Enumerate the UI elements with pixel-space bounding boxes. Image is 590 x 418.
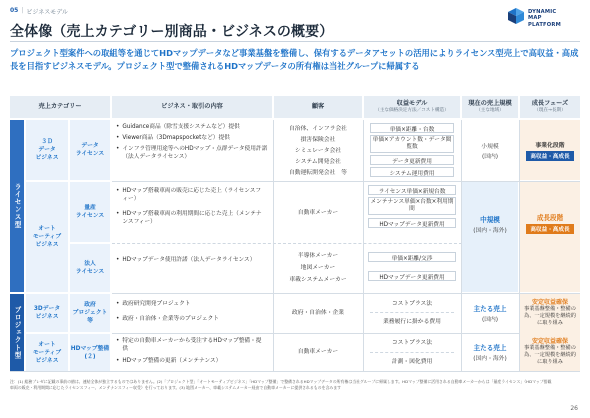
revenue-model-item: データ更新費用 [370, 155, 454, 165]
section-number: 05 [10, 7, 19, 14]
customer-item: シミュレータ会社 [294, 148, 342, 154]
business-item: • インフラ管理用途等へのHDマップ・点群データ使用許諾（法人データライセンス） [116, 146, 268, 160]
cat-data-license: データ ライセンス [70, 120, 110, 180]
business-item: • HDマップ搭載車両の利用期間に応じた売上（メンテナンスフィー） [116, 211, 262, 225]
revenue-model-item: ライセンス単価×新規台数 [368, 185, 456, 195]
business-item: • HDマップ整備の更新（メンテナンス） [116, 358, 222, 364]
page-title: 全体像（売上カテゴリー別商品・ビジネスの概要） [10, 24, 334, 40]
revenue-model-item: HDマップデータ更新費用 [368, 218, 456, 228]
lead-text: プロジェクト型案件への取組等を通じてHDマップデータなど事業基盤を整備し、保有するデータアセットの活用によりライセンス型売上で高収益・高成長を目指すビジネスモデル。プロジェクト型で整備されるHDマップデータの所有権は当社グループに帰属する [10, 48, 579, 71]
customer-item: 半導体メーカー [297, 253, 339, 259]
phase-note: 事業基盤整備・整備の為、一定規模を継続的に取り組み [524, 345, 576, 365]
header-revenue-model: 収益モデル （主な価格決定方法／コスト構造） [364, 96, 460, 118]
customer-item: 車載システムメーカー [289, 277, 347, 283]
business-item: • Viewer商品（3Dmapspocketなど）提供 [116, 135, 230, 141]
customer-item: 自治体、インフラ会社 [289, 126, 347, 132]
header-phase: 成長フェーズ （現在→長期） [520, 96, 580, 118]
business-item: • Guidance商品（除雪支援システムなど）提供 [116, 124, 240, 130]
header-scale: 現在の売上規模 （主な地域） [462, 96, 518, 118]
cat-hd-map-maintenance: HDマップ整備 (２) [70, 334, 110, 371]
business-item: • HDマップデータ使用許諾（法人データライセンス） [116, 257, 256, 263]
phase-note: 事業基盤整備・整備の為、一定規模を継続的に取り組み [524, 306, 576, 326]
revenue-model-item: 業務履行に掛かる費用 [383, 319, 441, 325]
logo-mark-icon [506, 8, 526, 28]
phase-value: 事業化段階 [535, 143, 565, 149]
license-group-label: ライセンス型 [10, 120, 24, 292]
cat-mass-production-license: 量産 ライセンス [70, 182, 110, 242]
title-rule [10, 41, 580, 42]
cat-automotive-business: オート モーティブ ビジネス [26, 182, 68, 292]
revenue-model-item: コストプラス法 [391, 340, 433, 346]
business-item: • 政府・自治体・企業等のプロジェクト [116, 316, 219, 322]
customer-item: 政府・自治体・企業 [291, 310, 345, 316]
cat-corporate-license: 法人 ライセンス [70, 244, 110, 292]
phase-value: 成長段階 [536, 214, 564, 222]
logo-text: DYNAMIC MAP PLATFORM [528, 9, 561, 28]
phase-cell [520, 182, 580, 292]
divider [370, 312, 454, 313]
divider [370, 352, 454, 353]
cat-project-3d-business: 3Dデータ ビジネス [26, 294, 68, 332]
table-bottom-rule [10, 371, 580, 372]
cat-project-automotive: オート モーティブ ビジネス [26, 334, 68, 371]
revenue-model-item: 単価×距離・台数 [370, 123, 454, 133]
footnote: 注：(1) 総務プレゼに記載の事前の値は、連結全体が独立するものではありません。(2)「プロジェクト型」「オートモーティブビジネス」「HDマップ整備」で整備されるHDマップデータの所有権は当社グループに帰属します。HDマップ整備に活用される自動車メーカーからは「量産ライセンス」（HDマップ搭載車両の販売・利用期間に応じたライセンスフィー、メンテナンスフィー収受）を行っております。(3) 地図メーカー、車載システムメーカー経由で自動車メーカーに提供されるものを含みます [10, 379, 552, 390]
customer-item: 自動運転開発会社 等 [289, 170, 347, 176]
scale-value: 小規模 [481, 144, 499, 150]
breadcrumb-separator: | [21, 7, 24, 14]
phase-value: 安定収益確保 [531, 299, 568, 306]
row-divider [112, 243, 462, 244]
header-customers: 顧客 [274, 96, 362, 118]
scale-value: 主たる売上 [473, 305, 507, 313]
customer-item: 損害保険会社 [300, 137, 336, 143]
revenue-model-item: HDマップデータ更新費用 [368, 271, 456, 281]
customer-item: 自動車メーカー [297, 349, 339, 355]
cat-government-projects: 政府 プロジェクト等 [70, 294, 110, 332]
page-number: 26 [570, 405, 578, 412]
phase-value: 安定収益確保 [531, 338, 568, 345]
scale-region: (国内) [481, 317, 499, 323]
phase-cell [520, 120, 580, 180]
scale-region: (国内・海外) [473, 228, 507, 234]
breadcrumb [10, 7, 68, 16]
scale-value: 中規模 [480, 216, 500, 224]
section-name: ビジネスモデル [26, 9, 68, 16]
company-logo [506, 6, 582, 32]
header-category: 売上カテゴリー [10, 96, 110, 118]
phase-badge: 高収益・高成長 [526, 224, 574, 234]
scale-value: 主たる売上 [473, 344, 507, 352]
revenue-model-item: メンテナンス単価×台数×利用期間 [368, 197, 456, 215]
business-table [10, 96, 580, 371]
cat-3d-data-business: ３Ｄ データ ビジネス [26, 120, 68, 180]
customer-item: システム開発会社 [295, 159, 341, 165]
customer-item: 地図メーカー [300, 265, 336, 271]
scale-region: (国内・海外) [473, 356, 507, 362]
business-item: • HDマップ搭載車両の販売に応じた売上（ライセンスフィー） [116, 188, 262, 202]
business-item: • 政府研究開発プロジェクト [116, 301, 191, 307]
project-group-label: プロジェクト型 [10, 294, 24, 371]
scale-cell [462, 182, 518, 292]
row-divider [112, 333, 580, 334]
phase-badge: 高収益・高成長 [526, 151, 574, 161]
revenue-model-item: システム運用費用 [370, 167, 454, 177]
customer-item: 自動車メーカー [297, 210, 339, 216]
revenue-model-item: 計測・図化費用 [391, 359, 433, 365]
revenue-model-item: 単価×距離/交渉 [368, 252, 456, 262]
header-business: ビジネス・取引の内容 [112, 96, 272, 118]
revenue-model-item: コストプラス法 [391, 301, 433, 307]
revenue-model-item: 単価×アカウント数・データ閲覧数 [370, 135, 454, 153]
row-divider [112, 293, 580, 294]
col-divider [363, 120, 364, 371]
scale-region: (国内) [481, 154, 499, 160]
business-item: • 特定の自動車メーカーから受注するHDマップ整備・提供 [116, 338, 262, 352]
